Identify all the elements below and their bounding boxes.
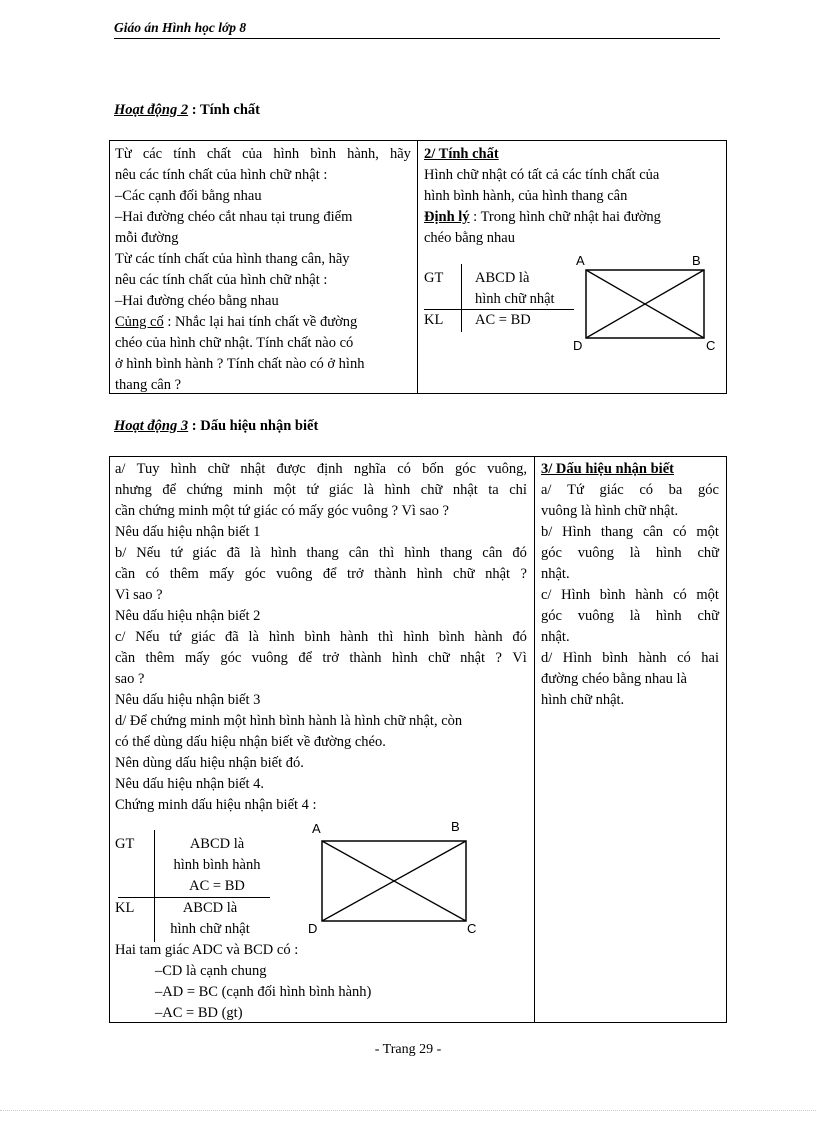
word: một <box>696 587 719 603</box>
word: Nếu <box>135 629 160 645</box>
word: Tứ <box>567 482 584 498</box>
word: chất <box>206 146 232 162</box>
gt-kl-vertical-divider <box>461 264 462 332</box>
word: trở <box>322 650 339 666</box>
gt-label: GT <box>424 270 444 286</box>
word: c/ <box>541 587 552 603</box>
word: để <box>162 482 177 498</box>
activity-2-label: Hoạt động 2 <box>114 102 189 118</box>
text-line: có thể dùng dấu hiệu nhận biết về đường chéo. <box>115 734 386 750</box>
section-3-heading-text: 3/ Dấu hiệu nhận biết <box>541 461 674 477</box>
word: d/ <box>541 650 553 666</box>
word: một <box>273 482 296 498</box>
activity-2-title: Tính chất <box>199 102 260 118</box>
theorem-text: : Trong hình chữ nhật hai đường <box>469 209 661 225</box>
vertex-label-d: D <box>573 338 583 353</box>
vertex-label-a: A <box>312 821 321 836</box>
word: ba <box>668 482 683 498</box>
text-line <box>541 522 719 543</box>
word: chữ <box>453 566 475 582</box>
text-line <box>115 648 527 669</box>
vertex-label-b: B <box>692 253 701 268</box>
text-line: mỗi đường <box>115 230 179 246</box>
word: a/ <box>541 482 552 498</box>
activity-3-teacher-column <box>115 459 527 816</box>
word: là <box>629 545 641 561</box>
word: giác <box>191 629 216 645</box>
word: bình <box>602 650 628 666</box>
theorem-line <box>424 207 720 228</box>
text-line: ở hình bình hành ? Tính chất nào có ở hình <box>115 356 365 372</box>
word: thành <box>374 566 407 582</box>
header-rule <box>114 38 720 39</box>
word: hình <box>170 461 197 477</box>
activity-3-title: Dấu hiệu nhận biết <box>200 418 319 434</box>
vertex-label-b: B <box>451 819 460 834</box>
word: bốn <box>422 461 444 477</box>
word: hai <box>701 650 719 666</box>
text-line <box>541 543 719 564</box>
kl-line-2: hình chữ nhật <box>170 921 250 937</box>
word: được <box>276 461 306 477</box>
word: thì <box>378 629 394 645</box>
word: thêm <box>169 566 199 582</box>
word: Hình <box>562 650 592 666</box>
consolidate-label: Củng cố <box>115 314 164 330</box>
word: cân <box>642 524 664 540</box>
word: góc <box>220 650 242 666</box>
word: là <box>363 482 374 498</box>
text-line: hình chữ nhật. <box>541 692 625 708</box>
vertex-label-c: C <box>467 921 477 936</box>
word: các <box>142 146 163 162</box>
word: Nếu <box>136 545 161 561</box>
gt-line-1: ABCD là <box>189 836 245 852</box>
gt-label: GT <box>115 836 135 852</box>
proof-line: –CD là cạnh chung <box>155 963 267 979</box>
text-line: vuông là hình chữ nhật. <box>541 503 679 519</box>
word: đã <box>226 545 241 561</box>
word: giác <box>328 482 354 498</box>
vertex-label-c: C <box>706 338 716 353</box>
kl-label: KL <box>424 312 444 328</box>
consolidate-line <box>115 312 411 333</box>
text-line: Nêu dấu hiệu nhận biết 2 <box>115 608 261 624</box>
word: chữ <box>420 482 443 498</box>
text-line: Nên dùng dấu hiệu nhận biết đó. <box>115 755 304 771</box>
text-line: sao ? <box>115 671 145 687</box>
text-line <box>115 480 527 501</box>
word: góc <box>541 545 562 561</box>
word: b/ <box>541 524 553 540</box>
word: bình <box>599 587 626 603</box>
proof-intro: Hai tam giác ADC và BCD có : <box>115 942 299 958</box>
word: hành <box>474 629 503 645</box>
text-line <box>541 585 719 606</box>
word: hãy <box>390 146 411 162</box>
vertex-label-a: A <box>576 253 585 268</box>
document-header-title: Giáo án Hình học lớp 8 <box>114 20 247 35</box>
text-line: –Hai đường chéo bằng nhau <box>115 293 279 309</box>
activity-2-column-divider <box>417 140 418 394</box>
gt-line-1: ABCD là <box>475 270 530 286</box>
word: góc <box>455 461 476 477</box>
activity-2-content-column <box>424 144 720 249</box>
gt-line-3: AC = BD <box>189 878 245 894</box>
word: mấy <box>209 566 235 582</box>
word: góc <box>244 566 266 582</box>
word: thang <box>306 545 339 561</box>
text-line: thang cân ? <box>115 377 182 393</box>
word: thang <box>440 545 473 561</box>
text-line: d/ Để chứng minh một hình bình hành là hình chữ nhật, còn <box>115 713 463 729</box>
word: hình <box>403 629 429 645</box>
word: tính <box>173 146 196 162</box>
activity-3-separator: : <box>188 418 201 434</box>
word: chữ <box>207 461 230 477</box>
text-line: nhật. <box>541 629 570 645</box>
word: hành, <box>347 146 379 162</box>
text-line: chéo bằng nhau <box>424 230 515 246</box>
word: thì <box>378 545 395 561</box>
word: vuông <box>577 545 614 561</box>
gt-line-2: hình bình hành <box>173 857 261 873</box>
word: thang <box>600 524 634 540</box>
word: mấy <box>184 650 210 666</box>
word: tứ <box>169 629 182 645</box>
word: ta <box>488 482 499 498</box>
word: bình <box>438 629 465 645</box>
word: trở <box>347 566 364 582</box>
word: nhật <box>452 482 478 498</box>
text-line: –Hai đường chéo cắt nhau tại trung điểm <box>115 209 353 225</box>
word: vuông <box>577 608 614 624</box>
text-line <box>115 144 411 165</box>
word: đã <box>225 629 239 645</box>
word: c/ <box>115 629 126 645</box>
text-line: Chứng minh dấu hiệu nhận biết 4 : <box>115 797 317 813</box>
word: có <box>672 524 687 540</box>
word: đó <box>512 629 527 645</box>
text-line: Nêu dấu hiệu nhận biết 4. <box>115 776 264 792</box>
text-line: nhật. <box>541 566 570 582</box>
activity-2-heading <box>114 102 260 119</box>
word: b/ <box>115 545 127 561</box>
activity-3-column-divider <box>534 456 535 1023</box>
word: cần <box>115 566 136 582</box>
text-line: hình bình hành, của hình thang cân <box>424 188 628 204</box>
text-line <box>115 564 527 585</box>
proof-line: –AC = BD (gt) <box>155 1005 243 1021</box>
text-line: –Các cạnh đối bằng nhau <box>115 188 262 204</box>
text-line: cần chứng minh một tứ giác có mấy góc vuông ? Vì sao ? <box>115 503 449 519</box>
gt-kl-horizontal-divider <box>118 897 270 898</box>
word: để <box>322 566 337 582</box>
kl-text: AC = BD <box>475 312 531 328</box>
word: bình <box>304 629 331 645</box>
word: thêm <box>145 650 175 666</box>
word: hình <box>273 146 300 162</box>
page-number: - Trang 29 - <box>374 1042 442 1057</box>
word: Từ <box>115 146 132 162</box>
text-line <box>115 543 527 564</box>
word: góc <box>541 608 562 624</box>
word: vuông, <box>487 461 527 477</box>
text-line: Nêu dấu hiệu nhận biết 1 <box>115 524 261 540</box>
text-line: nêu các tính chất của hình chữ nhật : <box>115 167 328 183</box>
word: chữ <box>697 545 719 561</box>
text-line <box>541 606 719 627</box>
word: thành <box>349 650 382 666</box>
text-line: Nêu dấu hiệu nhận biết 3 <box>115 692 261 708</box>
gt-kl-horizontal-divider <box>424 309 574 310</box>
section-2-heading: 2/ Tính chất <box>424 146 499 162</box>
word: để <box>298 650 312 666</box>
activity-3-content-column <box>541 459 719 711</box>
kl-line-1: ABCD là <box>182 900 238 916</box>
gt-line-2: hình chữ nhật <box>475 291 555 307</box>
word: hình <box>384 482 411 498</box>
word: có <box>397 461 411 477</box>
word: đó <box>512 545 527 561</box>
consolidate-text: : Nhắc lại hai tính chất về đường <box>163 314 358 330</box>
theorem-label: Định lý <box>424 209 470 225</box>
word: ? <box>495 650 502 666</box>
word: vuông <box>251 650 288 666</box>
word: minh <box>233 482 263 498</box>
word: cần <box>115 650 136 666</box>
word: tứ <box>170 545 183 561</box>
word: hình <box>404 545 431 561</box>
text-line: đường chéo bằng nhau là <box>541 671 687 687</box>
rectangle-figure-2 <box>306 826 486 936</box>
text-line: chéo của hình chữ nhật. Tính chất nào có <box>115 335 354 351</box>
text-line <box>115 627 527 648</box>
proof-line: –AD = BC (cạnh đối hình bình hành) <box>155 984 372 1000</box>
text-line <box>541 648 719 669</box>
word: có <box>677 650 691 666</box>
word: nhật <box>485 566 511 582</box>
text-line <box>115 459 527 480</box>
activity-2-teacher-column <box>115 144 411 396</box>
word: là <box>250 545 261 561</box>
word: có <box>673 587 687 603</box>
word: nhưng <box>115 482 152 498</box>
word: góc <box>698 482 719 498</box>
word: là <box>629 608 641 624</box>
word: có <box>145 566 160 582</box>
word: là <box>248 629 259 645</box>
word: vuông <box>276 566 313 582</box>
text-line: Từ các tính chất của hình thang cân, hãy <box>115 251 350 267</box>
text-line: Vì sao ? <box>115 587 163 603</box>
page-bottom-rule <box>0 1110 816 1111</box>
word: hành <box>638 650 667 666</box>
activity-3-heading <box>114 418 318 435</box>
word: hình <box>655 545 682 561</box>
activity-2-separator: : <box>188 102 200 118</box>
word: giác <box>599 482 624 498</box>
kl-label: KL <box>115 900 135 916</box>
word: Vì <box>512 650 527 666</box>
word: tứ <box>306 482 319 498</box>
text-line: Hình chữ nhật có tất cả các tính chất của <box>424 167 660 183</box>
word: nhật <box>460 650 486 666</box>
text-line <box>541 480 719 501</box>
gt-kl-vertical-divider <box>154 830 155 942</box>
word: hình <box>416 566 443 582</box>
vertex-label-d: D <box>308 921 318 936</box>
word: a/ <box>115 461 126 477</box>
word: Tuy <box>136 461 160 477</box>
section-3-heading <box>541 459 719 480</box>
word: bình <box>310 146 336 162</box>
word: ? <box>520 566 527 582</box>
word: có <box>639 482 653 498</box>
word: giác <box>192 545 217 561</box>
word: chỉ <box>509 482 527 498</box>
text-line: nêu các tính chất của hình chữ nhật : <box>115 272 328 288</box>
word: hình <box>270 545 297 561</box>
word: hình <box>391 650 418 666</box>
word: hình <box>268 629 295 645</box>
word: chứng <box>186 482 223 498</box>
activity-3-label: Hoạt động 3 <box>114 418 189 434</box>
word: Hình <box>561 587 591 603</box>
word: định <box>316 461 343 477</box>
word: chữ <box>428 650 450 666</box>
word: hình <box>655 608 682 624</box>
word: nghĩa <box>353 461 387 477</box>
word: cân <box>482 545 503 561</box>
word: nhật <box>240 461 266 477</box>
word: chữ <box>697 608 719 624</box>
word: một <box>696 524 719 540</box>
word: Hình <box>562 524 592 540</box>
word: cân <box>348 545 369 561</box>
word: hành <box>635 587 664 603</box>
word: của <box>242 146 263 162</box>
word: hành <box>340 629 369 645</box>
